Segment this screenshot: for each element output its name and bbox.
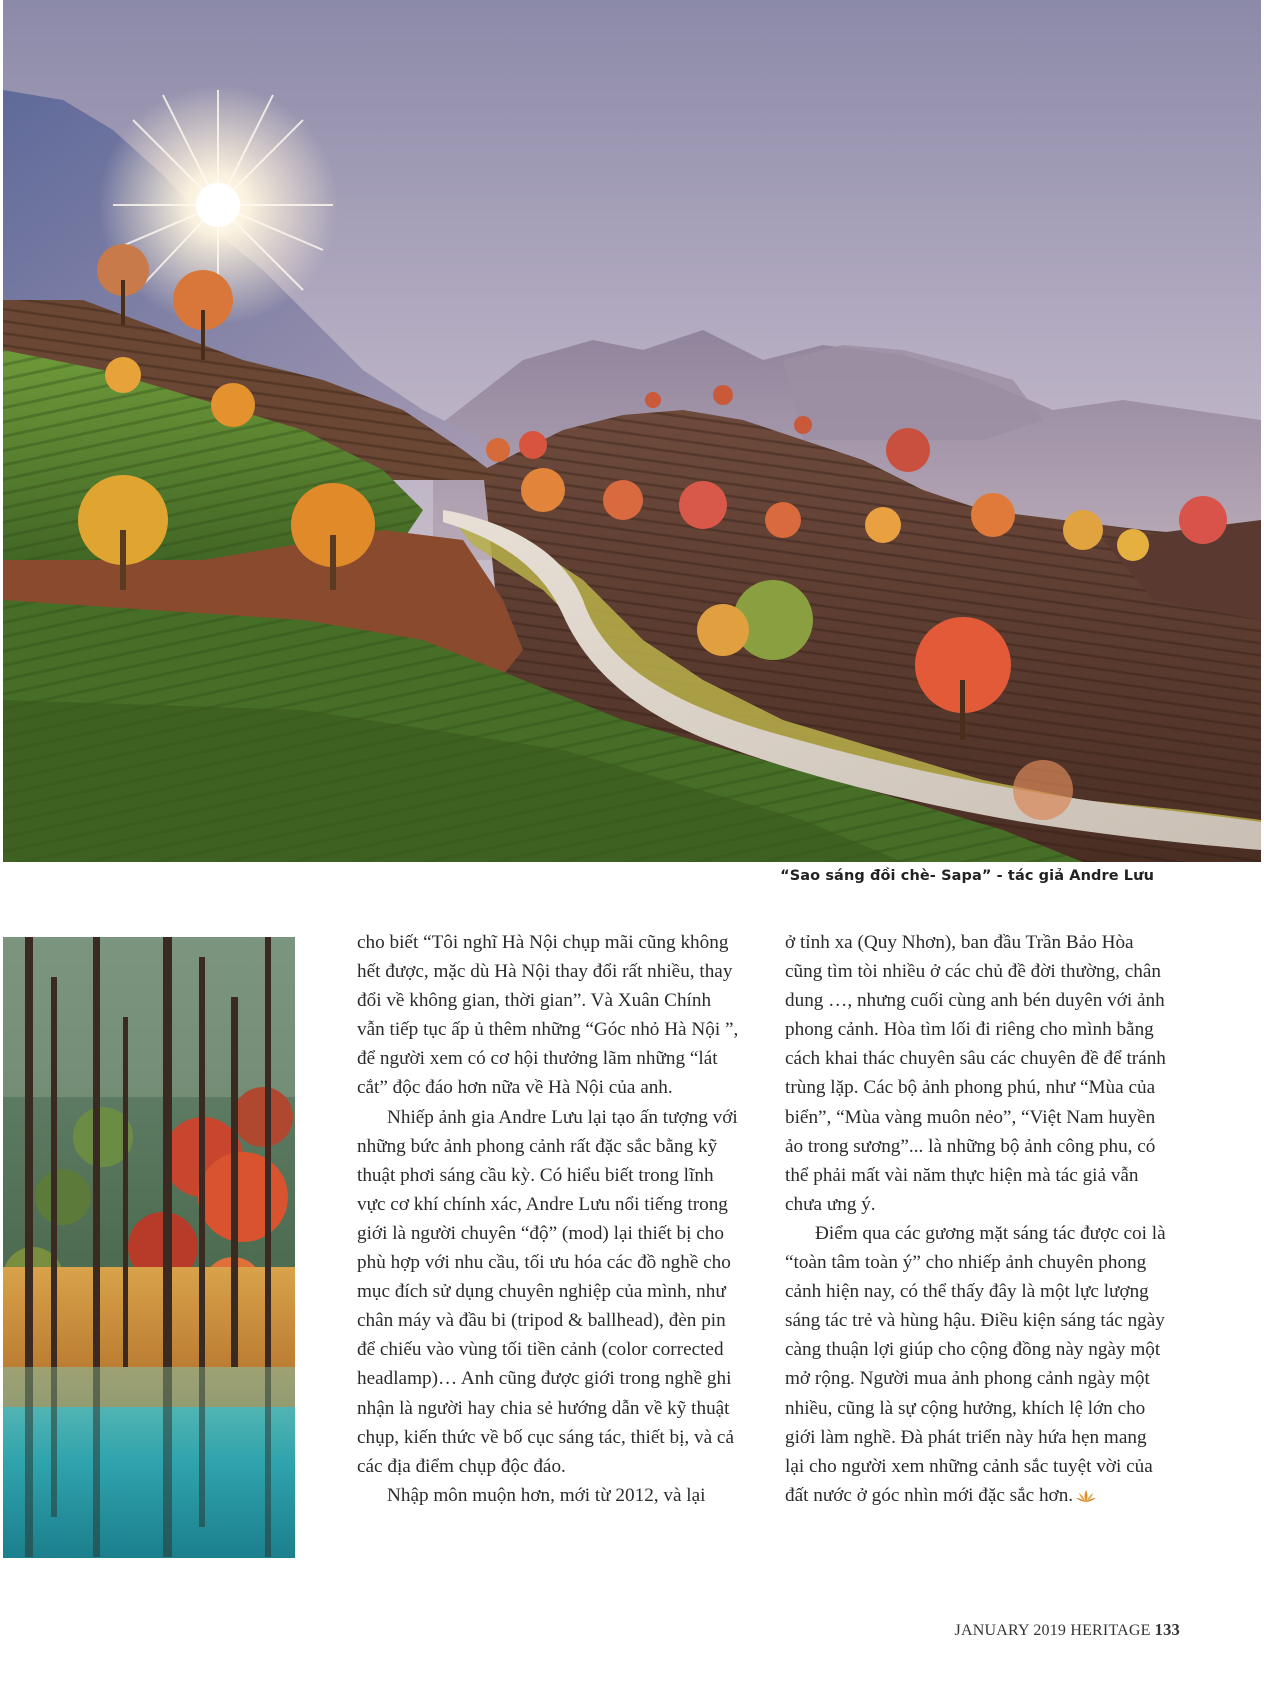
article-column-2 [785, 928, 1170, 1510]
paragraph: ở tỉnh xa (Quy Nhơn), ban đầu Trần Bảo Hòa cũng tìm tòi nhiều ở các chủ đề đời thường, chân dung …, nhưng cuối cùng anh bén duyên với ảnh phong cảnh. Hòa tìm lối đi riêng cho mình bằng cách khai thác chuyên sâu các chuyên đề để tránh trùng lặp. Các bộ ảnh phong phú, như “Mùa của biển”, “Mùa vàng muôn nẻo”, “Việt Nam huyền ảo trong sương”... là những bộ ảnh công phu, có thể phải mất vài năm thực hiện mà tác giả vẫn chưa ưng ý. [785, 932, 1166, 1215]
sapa-landscape-image [3, 0, 1261, 862]
paragraph: Nhập môn muộn hơn, mới từ 2012, và lại [387, 1484, 706, 1506]
lotus-end-mark-icon [1075, 1489, 1097, 1503]
issue-label: JANUARY 2019 HERITAGE [954, 1622, 1151, 1639]
photo-caption: “Sao sáng đồi chè- Sapa” - tác giả Andre Lưu [780, 868, 1154, 884]
paragraph-text: Điểm qua các gương mặt sáng tác được coi là “toàn tâm toàn ý” cho nhiếp ảnh chuyên phong cảnh hiện nay, có thể thấy đây là một lực lượng sáng tác trẻ và hùng hậu. Điều kiện sáng tác ngày càng thuận lợi giúp cho cộng đồng này ngày một mở rộng. Người mua ảnh phong cảnh ngày một nhiều, cũng là sự cộng hưởng, khích lệ lớn cho giới làm nghề. Đà phát triển này hứa hẹn mang lại cho người xem những cảnh sắc tuyệt vời của đất nước ở góc nhìn mới đặc sắc hơn. [785, 1222, 1166, 1506]
page-footer [955, 1620, 1180, 1640]
page-number: 133 [1154, 1620, 1180, 1639]
article-column-1 [357, 928, 742, 1510]
paragraph: cho biết “Tôi nghĩ Hà Nội chụp mãi cũng không hết được, mặc dù Hà Nội thay đổi rất nhiều, thay đổi về không gian, thời gian”. Và Xuân Chính vẫn tiếp tục ấp ủ thêm những “Góc nhỏ Hà Nội ”, để người xem có cơ hội thưởng lãm những “lát cắt” độc đáo hơn nữa về Hà Nội của anh. [357, 932, 739, 1099]
side-photo [3, 937, 295, 1558]
paragraph: Nhiếp ảnh gia Andre Lưu lại tạo ấn tượng với những bức ảnh phong cảnh rất đặc sắc bằng kỹ thuật phơi sáng cầu kỳ. Có hiểu biết trong lĩnh vực cơ khí chính xác, Andre Lưu nổi tiếng trong giới là người chuyên “độ” (mod) lại thiết bị cho phù hợp với nhu cầu, tối ưu hóa các đồ nghề cho mục đích sử dụng chuyên nghiệp của mình, như chân máy và đầu bi (tripod & ballhead), đèn pin để chiếu vào vùng tối tiền cảnh (color corrected headlamp)… Anh cũng được giới trong nghề ghi nhận là người hay chia sẻ hướng dẫn về kỹ thuật chụp, kiến thức về bố cục sáng tác, thiết bị, và cả các địa điểm chụp độc đáo. [357, 1106, 738, 1477]
lake-forest-image [3, 937, 295, 1558]
hero-photo [3, 0, 1261, 862]
paragraph-last [785, 1219, 1170, 1510]
